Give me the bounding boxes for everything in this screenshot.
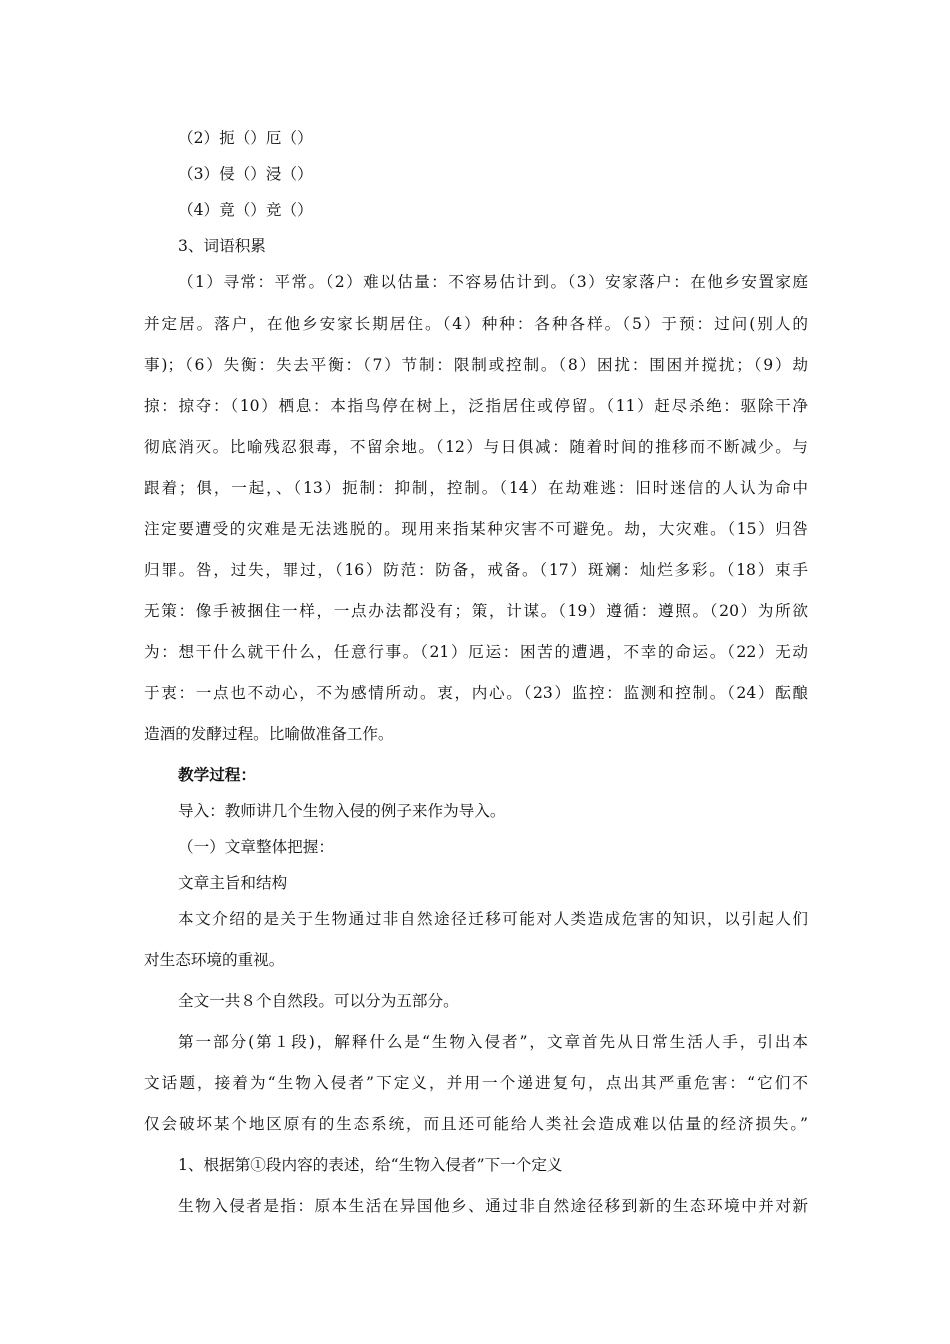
vocab-line: 跟着；俱，一起，、（13）扼制：抑制，控制。（14）在劫难逃：旧时迷信的人认为命中 <box>144 479 808 497</box>
theme-line: 对生态环境的重视。 <box>144 951 285 969</box>
vocab-line: 事)；（6）失衡：失去平衡：（7）节制：限制或控制。（8）困扰：围困并搅扰；（9）劫 <box>144 356 808 374</box>
parts-text: 全文一共８个自然段。可以分为五部分。 <box>178 992 459 1010</box>
vocab-line: 无策：像手被捆住一样，一点办法都没有；策，计谋。（19）遵循：遵照。（20）为所欲 <box>144 602 808 620</box>
vocab-line: 于衷：一点也不动心，不为感情所动。衷，内心。（23）监控：监测和控制。（24）酝酿 <box>144 684 808 702</box>
vocab-line: 造酒的发酵过程。比喻做准备工作。 <box>144 725 394 743</box>
question-1: 1、根据第①段内容的表述，给“生物入侵者”下一个定义 <box>178 1156 563 1174</box>
vocab-line: 彻底消灭。比喻残忍狠毒，不留余地。（12）与日俱减：随着时间的推移而不断减少。与 <box>144 438 808 456</box>
vocab-line: 并定居。落户，在他乡安家长期居住。（4）种种：各种各样。（5）于预：过问(别人的 <box>144 315 808 333</box>
process-heading: 教学过程： <box>178 765 256 784</box>
vocab-line: 注定要遭受的灾难是无法逃脱的。现用来指某种灾害不可避免。劫，大灾难。（15）归咎 <box>144 520 808 538</box>
item-2: （2）扼（）厄（） <box>178 129 313 147</box>
part1-line: 第一部分(第１段)，解释什么是“生物入侵者”，文章首先从日常生活人手，引出本 <box>178 1033 808 1051</box>
vocab-line: （1）寻常：平常。（2）难以估量：不容易估计到。（3）安家落户：在他乡安置家庭 <box>178 273 808 291</box>
part1-line: 文话题，接着为“生物入侵者”下定义，并用一个递进复句，点出其严重危害：“它们不 <box>144 1074 808 1092</box>
vocab-line: 归罪。咎，过失，罪过，（16）防范：防备，戒备。（17）斑斓：灿烂多彩。（18）束手 <box>144 561 808 579</box>
theme-line: 本文介绍的是关于生物通过非自然途径迁移可能对人类造成危害的知识，以引起人们 <box>178 910 808 928</box>
vocab-line: 掠：掠夺：（10）栖息：本指鸟停在树上，泛指居住或停留。（11）赶尽杀绝：驱除干净 <box>144 397 808 415</box>
section-heading: （一）文章整体把握： <box>178 838 334 856</box>
answer-line: 生物入侵者是指：原本生活在异国他乡、通过非自然途径移到新的生态环境中并对新 <box>178 1197 808 1215</box>
item-3: （3）侵（）浸（） <box>178 165 313 183</box>
item-4: （4）竟（）竞（） <box>178 201 313 219</box>
theme-heading: 文章主旨和结构 <box>178 874 288 892</box>
vocab-heading: 3、词语积累 <box>178 237 266 255</box>
part1-line: 仅会破坏某个地区原有的生态系统，而且还可能给人类社会造成难以估量的经济损失。” <box>144 1115 808 1133</box>
vocab-line: 为：想干什么就干什么，任意行事。（21）厄运：困苦的遭遇，不幸的命运。（22）无动 <box>144 643 808 661</box>
intro-text: 导入：教师讲几个生物入侵的例子来作为导入。 <box>178 802 506 820</box>
